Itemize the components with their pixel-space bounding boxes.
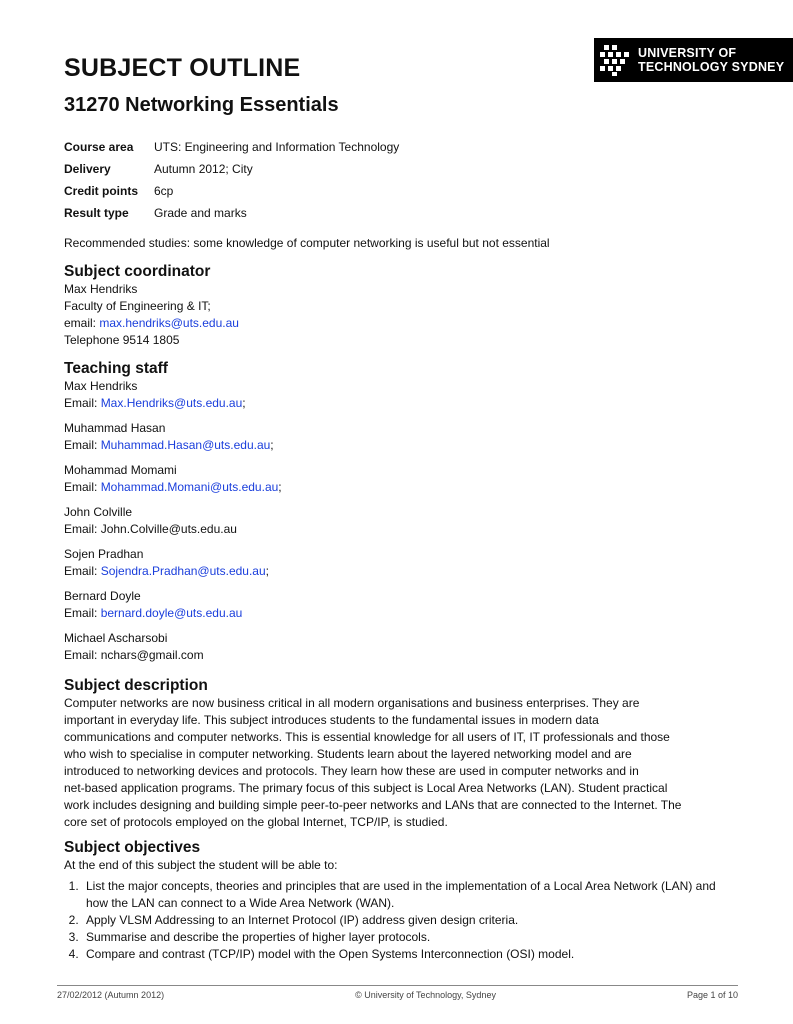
staff-email-line [64, 605, 282, 622]
staff-email-link[interactable]: Max.Hendriks@uts.edu.au [100, 396, 243, 410]
page-footer [57, 985, 738, 1000]
staff-member [64, 420, 282, 454]
staff-email-line [64, 647, 282, 664]
logo-line-1: UNIVERSITY OF [638, 46, 737, 60]
objective-item: 1. List the major concepts, theories and principles that are used in the implementation of a Local Area Network (LAN) and how the LAN can connect to a Wide Area Network (WAN). [82, 878, 724, 912]
footer-date: 27/02/2012 (Autumn 2012) [57, 990, 165, 1000]
staff-member [64, 630, 282, 664]
section-heading: Subject coordinator [64, 263, 211, 280]
staff-email-text: nchars@gmail.com [100, 648, 204, 662]
detail-label: Course area [64, 140, 134, 154]
objectives-list [64, 878, 724, 963]
staff-name: Muhammad Hasan [64, 421, 166, 435]
staff-member [64, 462, 282, 496]
staff-email-line [64, 479, 282, 496]
objective-item: 4. Compare and contrast (TCP/IP) model with the Open Systems Interconnection (OSI) model. [82, 946, 724, 963]
description-line: introduced to networking devices and protocols. They learn how these are used in computer networks and in [64, 764, 639, 778]
page-title: SUBJECT OUTLINE [64, 54, 301, 82]
description-body [64, 695, 724, 831]
staff-member [64, 378, 282, 412]
detail-value: 6cp [154, 184, 174, 198]
logo-line-2: TECHNOLOGY SYDNEY [638, 60, 785, 74]
uts-logo [594, 38, 793, 82]
description-line: important in everyday life. This subject introduces students to the fundamental issues in modern data [64, 713, 599, 727]
section-heading: Teaching staff [64, 360, 168, 377]
footer-row [57, 986, 738, 1000]
email-suffix: ; [265, 564, 269, 578]
email-label: Email: [64, 480, 98, 494]
staff-name: Max Hendriks [64, 379, 138, 393]
staff-member [64, 546, 282, 580]
email-label: Email: [64, 564, 98, 578]
detail-value: UTS: Engineering and Information Technology [154, 140, 400, 154]
description-line: communications and computer networks. This is essential knowledge for all users of IT, IT professionals and those [64, 730, 670, 744]
staff-name: Mohammad Momami [64, 463, 177, 477]
teaching-staff-section [64, 360, 282, 672]
description-line: work includes designing and building simple peer-to-peer networks and LANs that are connected to the Internet. The [64, 798, 682, 812]
staff-email-link[interactable]: Sojendra.Pradhan@uts.edu.au [100, 564, 266, 578]
email-label: Email: [64, 396, 98, 410]
staff-name: Michael Ascharsobi [64, 631, 168, 645]
detail-row [64, 136, 399, 158]
detail-value: Grade and marks [154, 206, 247, 220]
email-label: Email: [64, 522, 98, 536]
footer-page-number: Page 1 of 10 [686, 990, 738, 1000]
description-section [64, 677, 724, 831]
footer-copyright: © University of Technology, Sydney [355, 990, 496, 1000]
staff-member [64, 504, 282, 538]
detail-value: Autumn 2012; City [154, 162, 253, 176]
detail-row [64, 202, 399, 224]
staff-email-line [64, 521, 282, 538]
coordinator-email-link[interactable]: max.hendriks@uts.edu.au [99, 316, 239, 330]
objectives-section [64, 839, 724, 963]
subject-title: 31270 Networking Essentials [64, 94, 339, 116]
email-suffix: ; [270, 438, 274, 452]
description-line: net-based application programs. The primary focus of this subject is Local Area Networks (LAN). Student practical [64, 781, 668, 795]
subject-details [64, 136, 399, 224]
detail-row [64, 158, 399, 180]
uts-crest-icon [598, 43, 632, 77]
staff-email-text: John.Colville@uts.edu.au [100, 522, 237, 536]
email-label: Email: [64, 438, 98, 452]
objective-item: 3. Summarise and describe the properties of higher layer protocols. [82, 929, 724, 946]
description-line: who wish to specialise in computer networking. Students learn about the layered networking model and are [64, 747, 632, 761]
detail-label: Result type [64, 206, 129, 220]
description-line: Computer networks are now business critical in all modern organisations and business enterprises. They are [64, 696, 640, 710]
recommended-studies: Recommended studies: some knowledge of computer networking is useful but not essential [64, 236, 550, 250]
email-label: email: [64, 316, 97, 330]
staff-email-line [64, 563, 282, 580]
coordinator-faculty: Faculty of Engineering & IT; [64, 299, 211, 313]
coordinator-name: Max Hendriks [64, 282, 138, 296]
detail-row [64, 180, 399, 202]
staff-email-line [64, 437, 282, 454]
staff-email-link[interactable]: Muhammad.Hasan@uts.edu.au [100, 438, 271, 452]
section-heading: Subject objectives [64, 839, 201, 856]
staff-email-link[interactable]: Mohammad.Momani@uts.edu.au [100, 480, 279, 494]
staff-email-link[interactable]: bernard.doyle@uts.edu.au [100, 606, 243, 620]
detail-label: Credit points [64, 184, 138, 198]
coordinator-section [64, 263, 239, 349]
email-label: Email: [64, 648, 98, 662]
staff-member [64, 588, 282, 622]
section-heading: Subject description [64, 677, 208, 694]
objectives-intro: At the end of this subject the student will be able to: [64, 858, 338, 872]
email-suffix: ; [278, 480, 282, 494]
email-suffix: ; [242, 396, 246, 410]
staff-name: John Colville [64, 505, 133, 519]
logo-wordmark [638, 46, 784, 74]
description-line: core set of protocols employed on the global Internet, TCP/IP, is studied. [64, 815, 448, 829]
coordinator-phone: Telephone 9514 1805 [64, 333, 180, 347]
detail-label: Delivery [64, 162, 111, 176]
objective-item: 2. Apply VLSM Addressing to an Internet Protocol (IP) address given design criteria. [82, 912, 724, 929]
email-label: Email: [64, 606, 98, 620]
staff-email-line [64, 395, 282, 412]
staff-name: Sojen Pradhan [64, 547, 144, 561]
coordinator-email-line [64, 315, 239, 332]
staff-name: Bernard Doyle [64, 589, 141, 603]
